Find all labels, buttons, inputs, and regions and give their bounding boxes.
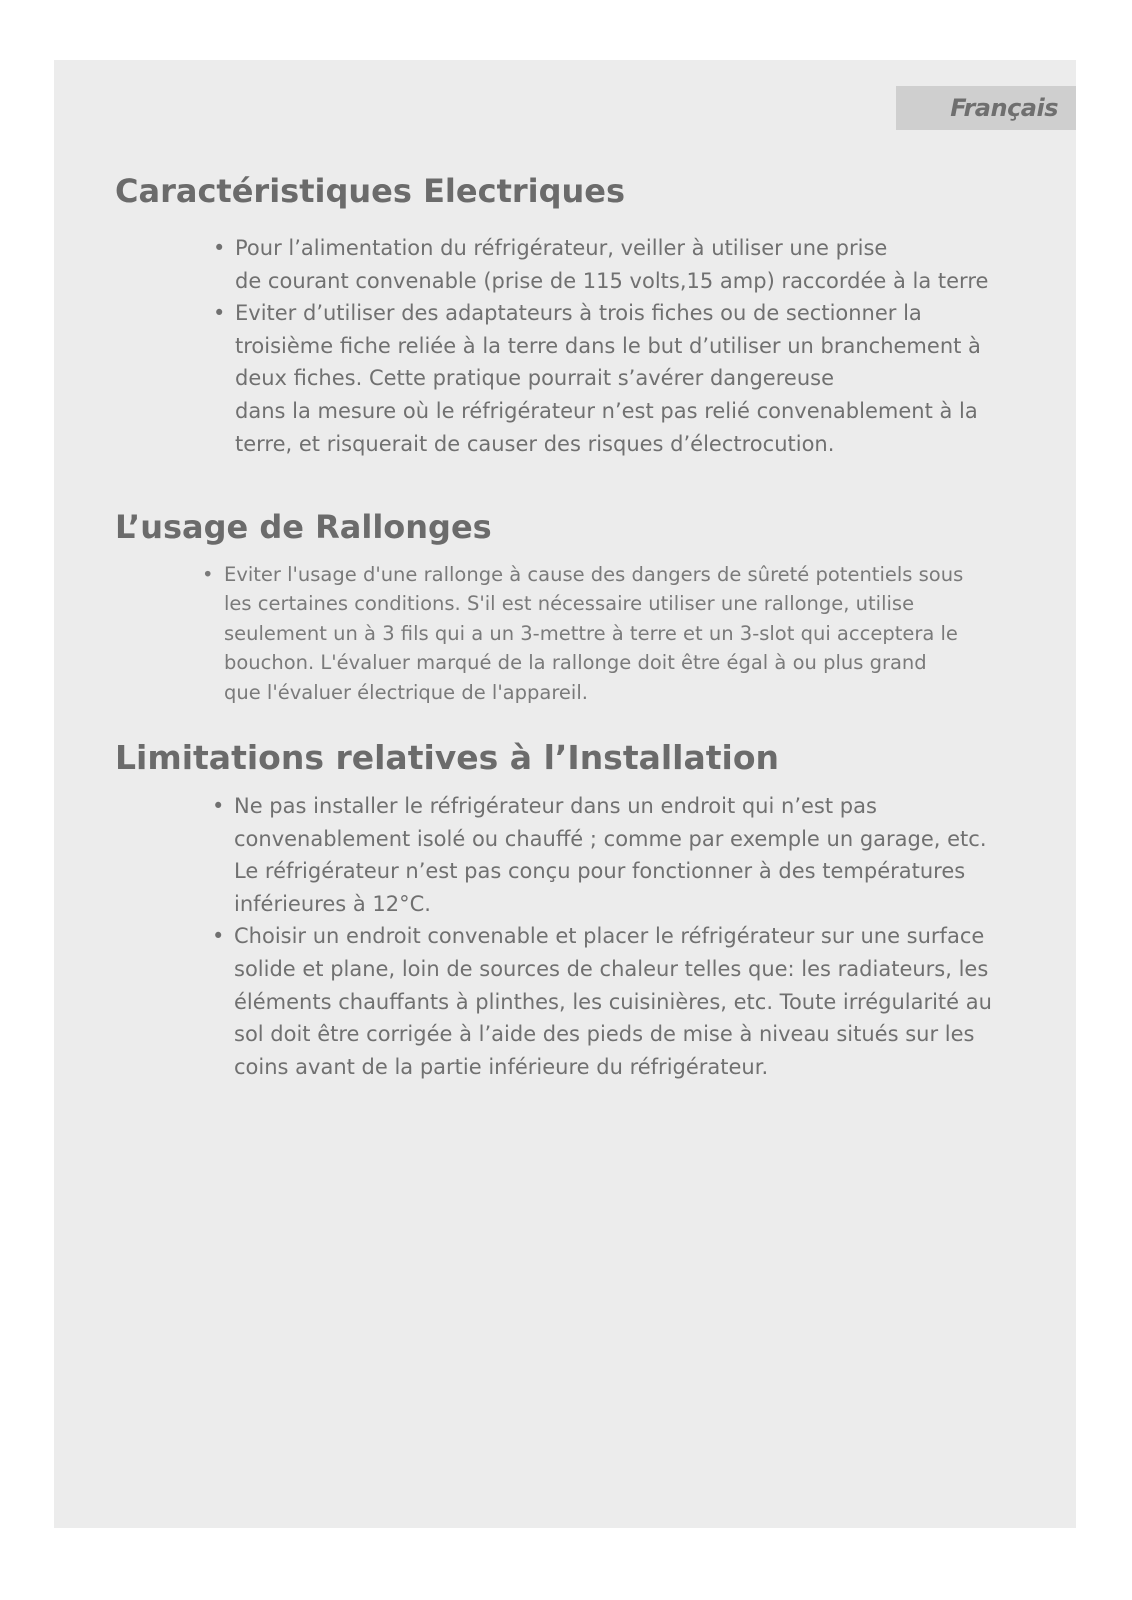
text-line: Choisir un endroit convenable et placer le réfrigérateur sur une surface — [234, 924, 985, 949]
bullet-icon: • — [212, 794, 225, 818]
bullet-item — [202, 560, 1064, 707]
text-line: Eviter d’utiliser des adaptateurs à trois fiches ou de sectionner la — [235, 301, 922, 326]
text-line: dans la mesure où le réfrigérateur n’est pas relié convenablement à la — [235, 398, 978, 423]
text-line: terre, et risquerait de causer des risques d’électrocution. — [235, 431, 835, 456]
text-line: que l'évaluer électrique de l'appareil. — [224, 680, 588, 704]
text-line: seulement un à 3 fils qui a un 3-mettre à terre et un 3-slot qui acceptera le — [224, 621, 958, 645]
section-title: Caractéristiques Electriques — [115, 172, 626, 210]
bullet-icon: • — [213, 301, 226, 326]
text-line: bouchon. L'évaluer marqué de la rallonge doit être égal à ou plus grand — [224, 651, 927, 675]
text-line: Ne pas installer le réfrigérateur dans un endroit qui n’est pas — [234, 794, 877, 818]
text-line: éléments chauffants à plinthes, les cuisinières, etc. Toute irrégularité au — [234, 989, 992, 1014]
language-tab: Français — [896, 86, 1076, 130]
bullet-icon: • — [202, 563, 214, 586]
bullet-item — [212, 790, 1074, 920]
bullet-list — [213, 232, 1075, 460]
text-line: inférieures à 12°C. — [234, 891, 431, 916]
text-line: troisième fiche reliée à la terre dans le but d’utiliser un branchement à — [235, 333, 981, 358]
text-line: Pour l’alimentation du réfrigérateur, veiller à utiliser une prise — [235, 236, 888, 260]
section-title: Limitations relatives à l’Installation — [115, 738, 780, 777]
bullet-item — [212, 920, 1074, 1083]
bullet-icon: • — [212, 924, 225, 949]
text-line: de courant convenable (prise de 115 volts,15 amp) raccordée à la terre — [235, 268, 989, 293]
bullet-item — [213, 297, 1075, 460]
bullet-icon: • — [213, 236, 226, 260]
text-line: solide et plane, loin de sources de chaleur telles que: les radiateurs, les — [234, 956, 989, 981]
text-line: coins avant de la partie inférieure du réfrigérateur. — [234, 1054, 769, 1079]
text-line: convenablement isolé ou chauffé ; comme par exemple un garage, etc. — [234, 826, 987, 851]
bullet-item — [213, 232, 1075, 297]
text-line: Eviter l'usage d'une rallonge à cause des dangers de sûreté potentiels sous — [224, 563, 964, 586]
text-line: deux fiches. Cette pratique pourrait s’avérer dangereuse — [235, 366, 834, 391]
text-line: les certaines conditions. S'il est nécessaire utiliser une rallonge, utilise — [224, 592, 915, 616]
section-title: L’usage de Rallonges — [115, 508, 492, 546]
text-line: Le réfrigérateur n’est pas conçu pour fonctionner à des températures — [234, 859, 966, 884]
text-line: sol doit être corrigée à l’aide des pieds de mise à niveau situés sur les — [234, 1022, 975, 1047]
bullet-list — [202, 560, 1064, 707]
document-page — [54, 60, 1076, 1528]
bullet-list — [212, 790, 1074, 1083]
